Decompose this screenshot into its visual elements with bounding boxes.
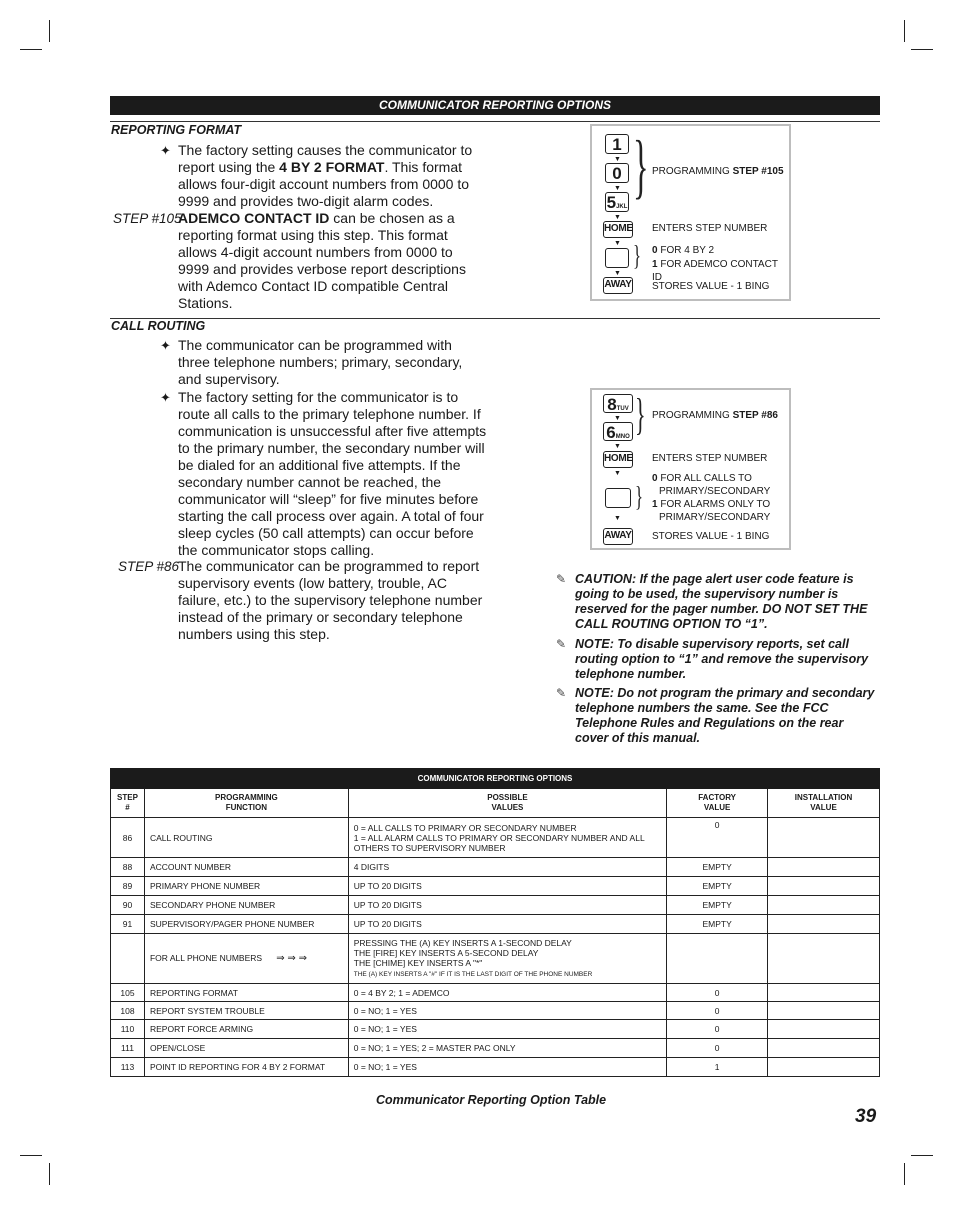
installation-cell: [768, 818, 880, 858]
brace-icon: }: [633, 241, 642, 272]
format-name: 4 BY 2 FORMAT: [279, 159, 385, 175]
crop-mark: [49, 1163, 50, 1185]
function-cell: POINT ID REPORTING FOR 4 BY 2 FORMAT: [144, 1058, 348, 1077]
installation-cell: [768, 858, 880, 877]
enters-label: ENTERS STEP NUMBER: [652, 223, 768, 234]
step-105-paragraph: [178, 210, 478, 312]
function-cell: SUPERVISORY/PAGER PHONE NUMBER: [144, 915, 348, 934]
crop-mark: [20, 1155, 42, 1156]
header-text: VALUE: [810, 803, 837, 812]
brace-icon: }: [635, 482, 644, 513]
pencil-icon: ✎: [556, 686, 567, 700]
crop-mark: [904, 1163, 905, 1185]
installation-cell: [768, 984, 880, 1002]
key-blank: [605, 488, 631, 508]
stores-label: STORES VALUE - 1 BING: [652, 281, 770, 292]
function-cell: CALL ROUTING: [144, 818, 348, 858]
table-row: [111, 1058, 880, 1077]
key-digit: 8: [607, 395, 617, 414]
keypad-diagram-step-105: [590, 124, 791, 301]
option-text: FOR 4 BY 2: [657, 245, 715, 256]
reporting-format-heading: REPORTING FORMAT: [111, 123, 242, 137]
option-0: [652, 472, 752, 485]
key-digit: 5: [606, 193, 617, 212]
installation-cell: [768, 1039, 880, 1058]
step-cell: 105: [111, 984, 145, 1002]
crop-mark: [911, 1155, 933, 1156]
pencil-icon: ✎: [556, 572, 567, 586]
value-line: THE [CHIME] KEY INSERTS A "*": [353, 957, 483, 968]
reporting-format-paragraph: [178, 142, 478, 210]
key-home: HOME: [603, 451, 633, 468]
call-routing-heading: CALL ROUTING: [111, 319, 206, 333]
function-text: FOR ALL PHONE NUMBERS: [149, 953, 263, 963]
table-row: [111, 1002, 880, 1020]
option-text: FOR ADEMCO CONTACT ID: [652, 259, 778, 283]
crop-mark: [911, 49, 933, 50]
header-text: VALUES: [491, 803, 524, 812]
key-0: 0: [605, 163, 629, 183]
values-cell: 0 = NO; 1 = YES; 2 = MASTER PAC ONLY: [348, 1039, 666, 1058]
values-cell: UP TO 20 DIGITS: [348, 915, 666, 934]
bullet-icon: ✦: [160, 390, 171, 405]
header-values: [348, 789, 666, 818]
supervisory-note: NOTE: To disable supervisory reports, set call routing option to “1” and remove the supervisory telephone number.: [575, 637, 869, 681]
header-text: STEP: [117, 793, 138, 802]
values-cell: 0 = NO; 1 = YES: [348, 1058, 666, 1077]
values-cell: UP TO 20 DIGITS: [348, 877, 666, 896]
key-letters: MNO: [615, 434, 630, 440]
header-text: PROGRAMMING: [215, 793, 278, 802]
factory-cell: 0: [667, 1002, 768, 1020]
values-cell: 0 = 4 BY 2; 1 = ADEMCO: [348, 984, 666, 1002]
value-line: 0 = ALL CALLS TO PRIMARY OR SECONDARY NUMBER: [353, 822, 577, 833]
key-away: AWAY: [603, 528, 633, 545]
stores-label: STORES VALUE - 1 BING: [652, 531, 770, 542]
header-function: [144, 789, 348, 818]
step-cell: [111, 934, 145, 984]
values-cell: 4 DIGITS: [348, 858, 666, 877]
paragraph-text: . This format allows four-digit account numbers from 0000 to 9999 and provides two-digit alarm codes.: [178, 159, 470, 209]
installation-cell: [768, 1058, 880, 1077]
step-cell: 108: [111, 1002, 145, 1020]
function-cell: REPORTING FORMAT: [144, 984, 348, 1002]
values-cell: [348, 818, 666, 858]
step-cell: 91: [111, 915, 145, 934]
phone-number-note: NOTE: Do not program the primary and secondary telephone numbers the same. See the FCC Telephone Rules and Regulations on the rear cover of this manual.: [575, 686, 875, 745]
table-row: [111, 1039, 880, 1058]
down-arrow-icon: ▼: [614, 156, 621, 163]
header-step: [111, 789, 145, 818]
option-number: 0: [652, 473, 658, 484]
table-row: [111, 915, 880, 934]
value-line: OTHERS TO SUPERVISORY NUMBER: [353, 842, 506, 853]
down-arrow-icon: ▼: [614, 185, 621, 192]
header-text: INSTALLATION: [794, 793, 853, 802]
factory-cell: EMPTY: [667, 858, 768, 877]
label-text: PROGRAMMING: [652, 410, 733, 421]
step-cell: 110: [111, 1020, 145, 1039]
step-86-paragraph: The communicator can be programmed to report supervisory events (low battery, trouble, AC failure, etc.) to the supervisory telephone number instead of the primary or secondary telephone numbers using this step.: [178, 558, 483, 642]
divider: [110, 121, 880, 122]
bullet-icon: ✦: [160, 143, 171, 158]
option-text: FOR ALARMS ONLY TO: [657, 499, 771, 510]
header-text: #: [125, 803, 130, 812]
communicator-options-table: [110, 768, 880, 1077]
header-factory: [667, 789, 768, 818]
values-cell: 0 = NO; 1 = YES: [348, 1020, 666, 1039]
installation-cell: [768, 1002, 880, 1020]
option-0: [652, 244, 714, 257]
installation-cell: [768, 1020, 880, 1039]
factory-cell: 1: [667, 1058, 768, 1077]
divider: [110, 318, 880, 319]
function-cell: ACCOUNT NUMBER: [144, 858, 348, 877]
step-number: STEP #86: [732, 410, 778, 421]
programming-label: [652, 409, 778, 422]
value-line: PRESSING THE (A) KEY INSERTS A 1-SECOND DELAY: [353, 937, 572, 948]
table-row: [111, 877, 880, 896]
programming-label: [652, 165, 784, 178]
bullet-icon: ✦: [160, 338, 171, 353]
factory-cell: EMPTY: [667, 915, 768, 934]
caution-note: CAUTION: If the page alert user code feature is going to be used, the supervisory number is reserved for the pager number. DO NOT SET THE CALL ROUTING OPTION TO “1”.: [575, 572, 868, 631]
table-header-row: [111, 789, 880, 818]
brace-icon: }: [633, 126, 649, 206]
down-arrow-icon: ▼: [614, 443, 621, 450]
step-cell: 89: [111, 877, 145, 896]
function-cell: REPORT FORCE ARMING: [144, 1020, 348, 1039]
page-number: 39: [855, 1106, 877, 1127]
factory-cell: EMPTY: [667, 896, 768, 915]
crop-mark: [20, 49, 42, 50]
factory-cell: [667, 934, 768, 984]
values-cell: UP TO 20 DIGITS: [348, 896, 666, 915]
value-line: THE [FIRE] KEY INSERTS A 5-SECOND DELAY: [353, 947, 539, 958]
key-5: [605, 192, 629, 212]
values-cell: [348, 934, 666, 984]
option-number: 1: [652, 259, 658, 270]
key-home: HOME: [603, 221, 633, 238]
key-digit: 6: [606, 423, 616, 442]
key-blank: [605, 248, 629, 268]
values-cell: 0 = NO; 1 = YES: [348, 1002, 666, 1020]
value-line: THE (A) KEY INSERTS A "#" IF IT IS THE LAST DIGIT OF THE PHONE NUMBER: [353, 970, 593, 978]
function-cell: SECONDARY PHONE NUMBER: [144, 896, 348, 915]
factory-cell: 0: [667, 1039, 768, 1058]
table-row: [111, 818, 880, 858]
header-text: POSSIBLE: [487, 793, 528, 802]
key-6: [603, 422, 633, 441]
option-number: 1: [652, 499, 658, 510]
header-text: FACTORY: [698, 793, 737, 802]
enters-label: ENTERS STEP NUMBER: [652, 453, 768, 464]
table-row: [111, 1020, 880, 1039]
keypad-diagram-step-86: [590, 388, 791, 550]
installation-cell: [768, 915, 880, 934]
option-1-cont: PRIMARY/SECONDARY: [659, 512, 771, 523]
option-text: FOR ALL CALLS TO: [657, 473, 752, 484]
factory-cell: EMPTY: [667, 877, 768, 896]
option-1: [652, 498, 770, 511]
option-number: 0: [652, 245, 658, 256]
step-number: STEP #105: [732, 166, 784, 177]
down-arrow-icon: ▼: [614, 515, 621, 522]
step-cell: 113: [111, 1058, 145, 1077]
header-text: FUNCTION: [225, 803, 268, 812]
step-cell: 90: [111, 896, 145, 915]
crop-mark: [49, 20, 50, 42]
down-arrow-icon: ▼: [614, 270, 621, 277]
down-arrow-icon: ▼: [614, 415, 621, 422]
header-text: VALUE: [703, 803, 731, 812]
factory-cell: 0: [667, 984, 768, 1002]
function-cell: OPEN/CLOSE: [144, 1039, 348, 1058]
factory-cell: 0: [667, 818, 768, 858]
label-text: PROGRAMMING: [652, 166, 733, 177]
down-arrow-icon: ▼: [614, 214, 621, 221]
call-routing-bullet-1: The communicator can be programmed with three telephone numbers; primary, secondary, and supervisory.: [178, 337, 463, 387]
header-installation: [768, 789, 880, 818]
function-cell: REPORT SYSTEM TROUBLE: [144, 1002, 348, 1020]
step-label: STEP #105: [113, 211, 182, 226]
brace-icon: }: [635, 390, 646, 439]
installation-cell: [768, 934, 880, 984]
down-arrow-icon: ▼: [614, 470, 621, 477]
key-1: 1: [605, 134, 629, 154]
pencil-icon: ✎: [556, 637, 567, 651]
factory-cell: 0: [667, 1020, 768, 1039]
step-cell: 86: [111, 818, 145, 858]
table-caption: Communicator Reporting Option Table: [376, 1093, 607, 1107]
right-arrows-icon: ⇒ ⇒ ⇒: [276, 953, 307, 964]
table-row: [111, 984, 880, 1002]
step-cell: 111: [111, 1039, 145, 1058]
step-label: STEP #86: [118, 559, 180, 574]
step-cell: 88: [111, 858, 145, 877]
table-row: [111, 896, 880, 915]
installation-cell: [768, 896, 880, 915]
key-away: AWAY: [603, 277, 633, 294]
installation-cell: [768, 877, 880, 896]
table-row: [111, 858, 880, 877]
key-letters: JKL: [616, 204, 628, 210]
paragraph-text: can be chosen as a reporting format using this step. This format allows 4-digit account numbers from 0000 to 9999 and provides verbose report descriptions with Ademco Contact ID compatible Central Stations.: [178, 210, 466, 311]
format-name: ADEMCO CONTACT ID: [178, 210, 330, 226]
table-row: [111, 934, 880, 984]
key-8: [603, 394, 633, 413]
section-title-bar: COMMUNICATOR REPORTING OPTIONS: [110, 96, 880, 115]
paragraph-text: The factory setting causes the communicator to report using the: [178, 142, 473, 175]
table-title: COMMUNICATOR REPORTING OPTIONS: [111, 769, 880, 789]
table-title-row: [111, 769, 880, 789]
option-0-cont: PRIMARY/SECONDARY: [659, 486, 771, 497]
function-cell: [144, 934, 348, 984]
call-routing-bullet-2: The factory setting for the communicator is to route all calls to the primary telephone number. If communication is unsuccessful after five attempts to the primary number, the secondary number will be dialed for an additional five attempts. If the secondary number cannot be reached, the communicator will “sleep” for five minutes before starting the call process over again. A total of four sleep cycles (50 call attempts) can occur before the communicator stops calling.: [178, 389, 487, 558]
function-cell: PRIMARY PHONE NUMBER: [144, 877, 348, 896]
key-letters: TUV: [616, 406, 629, 412]
value-line: 1 = ALL ALARM CALLS TO PRIMARY OR SECONDARY NUMBER AND ALL: [353, 832, 645, 843]
crop-mark: [904, 20, 905, 42]
down-arrow-icon: ▼: [614, 240, 621, 247]
